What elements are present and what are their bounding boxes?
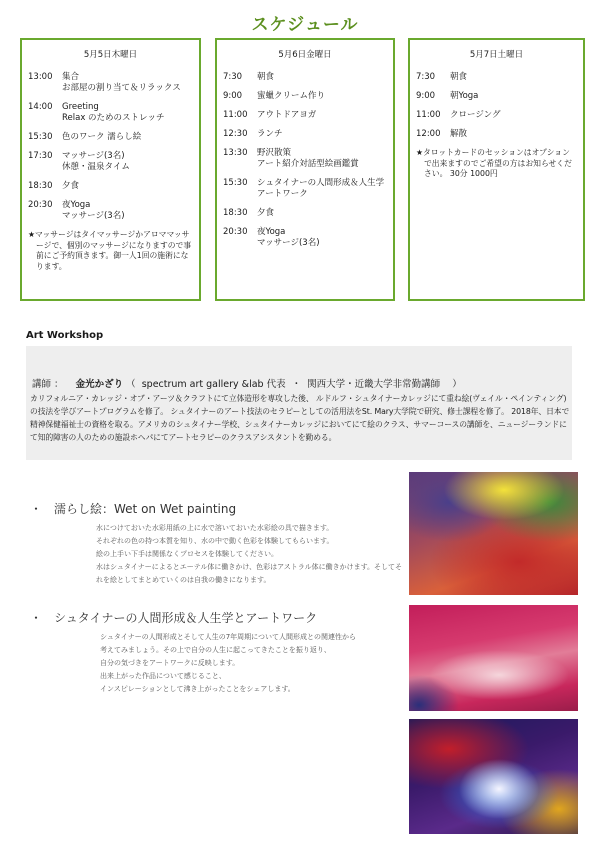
schedule-entry — [223, 227, 387, 249]
entry-text: アウトドアヨガ — [257, 110, 317, 120]
entry-time: 15:30 — [223, 178, 248, 188]
workshop-description: 水につけておいた水彩用紙の上に水で溶いておいた水彩絵の具で描きます。 それぞれの色の持つ本質を知り、水の中で動く色彩を体験してもらいます。 絵の上手い下手は関係なくプロセスを体験してください。 水はシュタイナーによるとエーテル体に働きかけ、色彩はアストラル体に働きかけます。そしてそれを絵としてまとめていくのは自我の働きになります。 — [96, 524, 403, 584]
workshop-title: 濡らし絵：Wet on Wet painting — [54, 502, 237, 516]
day-note: ★マッサージはタイマッサージかアロママッサージで、個別のマッサージになりますので事前にご予約頂きます。御一人1回の施術になります。 — [28, 230, 192, 271]
day-date: 5月7日土曜日 — [469, 50, 524, 60]
entry-time: 9:00 — [223, 91, 243, 101]
schedule-entry — [416, 129, 577, 140]
schedule-entry — [223, 72, 387, 83]
entry-text: 朝Yoga — [450, 91, 479, 101]
instructor-line — [32, 376, 462, 390]
schedule-day-2 — [215, 38, 395, 301]
entry-text: ランチ — [257, 129, 283, 139]
entry-time: 12:00 — [416, 129, 441, 139]
entry-time: 18:30 — [28, 181, 53, 191]
entry-time: 11:00 — [223, 110, 248, 120]
entry-text: 解散 — [450, 129, 468, 139]
schedule-day-3 — [408, 38, 585, 301]
workshop-heading — [30, 500, 236, 517]
entry-text: 夜Yoga マッサージ(3名) — [257, 227, 320, 248]
day-date: 5月6日金曜日 — [278, 50, 332, 60]
entry-text: シュタイナーの人間形成＆人生学 アートワーク — [257, 178, 385, 199]
instructor-panel — [26, 346, 572, 460]
schedule-entry — [416, 72, 577, 83]
entry-text: 夜Yoga マッサージ(3名) — [62, 200, 125, 221]
painting-image — [409, 605, 578, 711]
entry-text: 色のワーク 濡らし絵 — [62, 132, 142, 142]
workshop-title: シュタイナーの人間形成＆人生学とアートワーク — [54, 611, 318, 625]
entry-time: 12:30 — [223, 129, 248, 139]
entry-time: 15:30 — [28, 132, 53, 142]
entry-text: Greeting Relax のためのストレッチ — [62, 102, 165, 123]
workshop-heading — [30, 609, 317, 626]
entry-text: 夕食 — [257, 208, 275, 218]
schedule-entry — [28, 132, 193, 143]
schedule-entry — [416, 91, 577, 102]
schedule-entry — [416, 110, 577, 121]
entry-time: 11:00 — [416, 110, 441, 120]
instructor-name: 金光かざり — [75, 379, 124, 390]
entry-time: 14:00 — [28, 102, 53, 112]
entry-time: 18:30 — [223, 208, 248, 218]
entry-text: 朝食 — [450, 72, 468, 82]
instructor-affiliation: （ spectrum art gallery &lab 代表 ・ 関西大学・近畿大学非常勤講師 ） — [126, 379, 462, 390]
bullet: ・ — [30, 611, 43, 625]
schedule-entry — [28, 72, 193, 94]
page-title: スケジュール — [251, 15, 359, 35]
schedule-entry — [28, 102, 193, 124]
entry-text: マッサージ(3名) 休憩・温泉タイム — [62, 151, 130, 172]
section-title: Art Workshop — [26, 330, 104, 341]
schedule-day-1 — [20, 38, 201, 301]
entry-text: 蜜蠟クリーム作り — [257, 91, 326, 101]
schedule-entry — [223, 178, 387, 200]
schedule-entry — [28, 200, 193, 222]
entry-time: 13:30 — [223, 148, 248, 158]
instructor-bio: カリフォルニア・カレッジ・オブ・アーツ＆クラフトにて立体造形を専攻した後、 ルドルフ・シュタイナーカレッジにて重ね絵(ヴェイル・ペインティング)の技法を学びアートプログラムを修了。 シュタイナーのアート技法のセラピーとしての活用法をSt. Mary大学院で研究、修士課程を修了。 2018年、日本で精神保健福祉士の資格を取る。アメリカのシュタイナー学校、シュタイナーカレッジにおいてにて絵のクラス、サマーコースの講師を、ニュージーランドにて知的障害の人のための施設ホヘパにてアートセラピーのクラスアシスタントを勤める。 — [30, 394, 570, 442]
entry-time: 17:30 — [28, 151, 53, 161]
entry-text: 集合 お部屋の割り当て＆リラックス — [62, 72, 181, 93]
schedule-entry — [223, 91, 387, 102]
entry-time: 7:30 — [416, 72, 436, 82]
entry-time: 20:30 — [28, 200, 53, 210]
entry-time: 7:30 — [223, 72, 243, 82]
entry-text: 夕食 — [62, 181, 80, 191]
entry-text: 野沢散策 アート紹介対話型絵画鑑賞 — [257, 148, 359, 169]
entry-time: 13:00 — [28, 72, 53, 82]
painting-image — [409, 472, 578, 595]
bullet: ・ — [30, 502, 43, 516]
day-note: ★タロットカードのセッションはオプションで出来ますのでご希望の方はお知らせください。 30分 1000円 — [416, 148, 572, 178]
day-date: 5月5日木曜日 — [83, 50, 138, 60]
schedule-entry — [223, 148, 387, 170]
entry-time: 9:00 — [416, 91, 436, 101]
entry-text: クロージング — [450, 110, 501, 120]
schedule-entry — [28, 151, 193, 173]
painting-image — [409, 719, 578, 834]
schedule-entry — [223, 208, 387, 219]
instructor-label: 講師 ： — [32, 379, 64, 390]
schedule-entry — [28, 181, 193, 192]
schedule-entry — [223, 129, 387, 140]
entry-text: 朝食 — [257, 72, 275, 82]
workshop-description: シュタイナーの人間形成とそして人生の7年周期について人間形成との関連性から 考えてみましょう。その上で自分の人生に起こってきたことを振り返り、 自分の気づきをアートワークに反映します。 出来上がった作品について感じること、 インスピレーションとして沸き上がったことをシェアします。 — [100, 633, 357, 693]
schedule-entry — [223, 110, 387, 121]
entry-time: 20:30 — [223, 227, 248, 237]
